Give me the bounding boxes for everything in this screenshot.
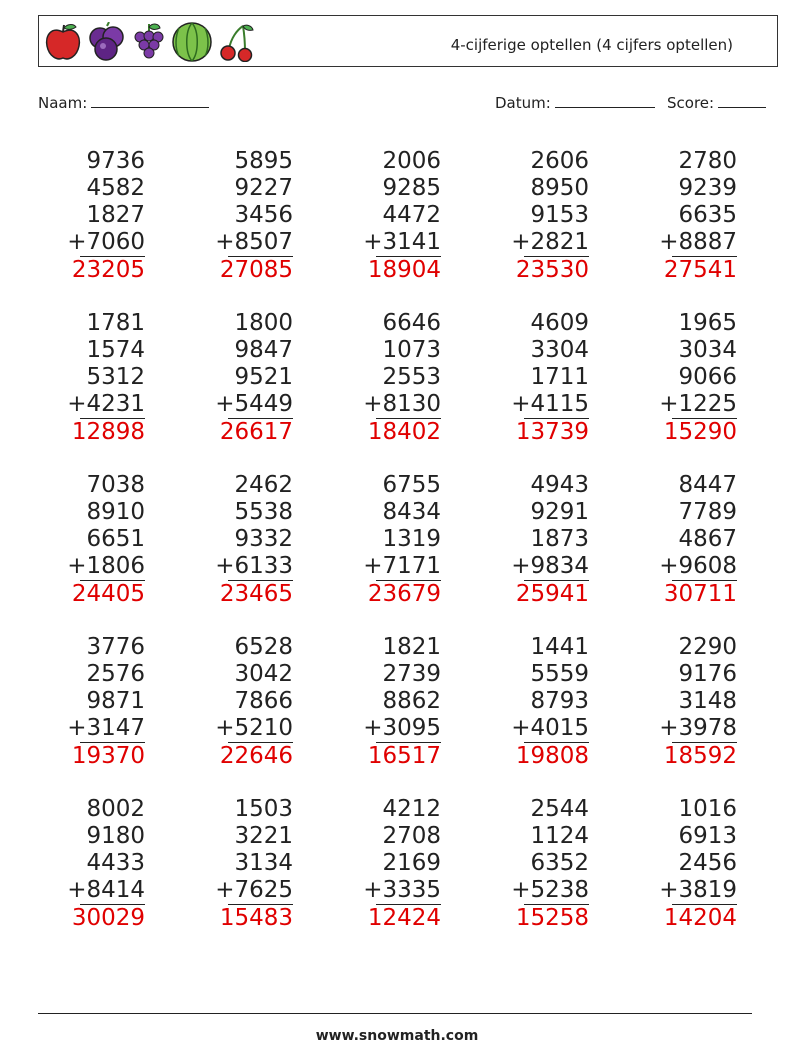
answer: 18592 [663, 743, 737, 769]
problem-9 [479, 310, 589, 446]
answer: 22646 [219, 743, 293, 769]
addend: 1827 [86, 202, 145, 228]
answer: 27541 [663, 257, 737, 283]
addend: 6646 [382, 310, 441, 336]
addend: +3978 [659, 715, 737, 741]
score-field [667, 93, 766, 112]
addend: 9239 [678, 175, 737, 201]
addend: 3456 [234, 202, 293, 228]
addend: +9834 [511, 553, 589, 579]
addend: 5559 [530, 661, 589, 687]
answer: 18904 [367, 257, 441, 283]
addend: 1441 [530, 634, 589, 660]
addend: 8793 [530, 688, 589, 714]
addend: +5449 [215, 391, 293, 417]
addend: 4472 [382, 202, 441, 228]
addend: 9176 [678, 661, 737, 687]
addend: +8507 [215, 229, 293, 255]
addend: 2169 [382, 850, 441, 876]
addend: 9736 [86, 148, 145, 174]
addend: 9521 [234, 364, 293, 390]
cherries-icon [217, 22, 257, 62]
addend: 4433 [86, 850, 145, 876]
problem-4 [479, 148, 589, 284]
problem-10 [627, 310, 737, 446]
addend: 1965 [678, 310, 737, 336]
addend: 7866 [234, 688, 293, 714]
addend: 1319 [382, 526, 441, 552]
answer: 12424 [367, 905, 441, 931]
addend: 9871 [86, 688, 145, 714]
addend: 2606 [530, 148, 589, 174]
problem-13 [331, 472, 441, 608]
answer: 15258 [515, 905, 589, 931]
addend: 2456 [678, 850, 737, 876]
addend: 9180 [86, 823, 145, 849]
addend: 1781 [86, 310, 145, 336]
problem-18 [331, 634, 441, 770]
problem-15 [627, 472, 737, 608]
answer: 24405 [71, 581, 145, 607]
addend: 4212 [382, 796, 441, 822]
addend: 6635 [678, 202, 737, 228]
addend: +3141 [363, 229, 441, 255]
addend: 3304 [530, 337, 589, 363]
problem-2 [183, 148, 293, 284]
problem-11 [35, 472, 145, 608]
apple-icon [43, 22, 83, 62]
addend: 8434 [382, 499, 441, 525]
addend: 8002 [86, 796, 145, 822]
problem-19 [479, 634, 589, 770]
addend: +3147 [67, 715, 145, 741]
addend: 3034 [678, 337, 737, 363]
answer: 30029 [71, 905, 145, 931]
problem-22 [183, 796, 293, 932]
addend: +7060 [67, 229, 145, 255]
addend: 9227 [234, 175, 293, 201]
addend: +7171 [363, 553, 441, 579]
addend: 2780 [678, 148, 737, 174]
addend: 9066 [678, 364, 737, 390]
addend: 4867 [678, 526, 737, 552]
problem-25 [627, 796, 737, 932]
addend: 3134 [234, 850, 293, 876]
addend: +3819 [659, 877, 737, 903]
problem-8 [331, 310, 441, 446]
problem-20 [627, 634, 737, 770]
footer-site: www.snowmath.com [315, 1028, 479, 1044]
addend: 3148 [678, 688, 737, 714]
name-blank [91, 93, 209, 108]
problem-16 [35, 634, 145, 770]
grapes-icon [131, 22, 167, 62]
addend: 1873 [530, 526, 589, 552]
addend: +1225 [659, 391, 737, 417]
date-blank [555, 93, 655, 108]
date-label: Datum: [495, 94, 551, 112]
answer: 27085 [219, 257, 293, 283]
answer: 23530 [515, 257, 589, 283]
addend: 5538 [234, 499, 293, 525]
problem-24 [479, 796, 589, 932]
addend: +4115 [511, 391, 589, 417]
answer: 30711 [663, 581, 737, 607]
addend: 1073 [382, 337, 441, 363]
addend: 1821 [382, 634, 441, 660]
footer-divider [38, 1013, 752, 1014]
answer: 26617 [219, 419, 293, 445]
addend: 5895 [234, 148, 293, 174]
answer: 15483 [219, 905, 293, 931]
addend: +5238 [511, 877, 589, 903]
addend: +3095 [363, 715, 441, 741]
addend: 1574 [86, 337, 145, 363]
answer: 23465 [219, 581, 293, 607]
problem-5 [627, 148, 737, 284]
watermelon-icon [171, 21, 213, 63]
worksheet-title: 4-cijferige optellen (4 cijfers optellen) [450, 36, 733, 54]
addend: +6133 [215, 553, 293, 579]
answer: 12898 [71, 419, 145, 445]
addend: 6651 [86, 526, 145, 552]
addend: 3042 [234, 661, 293, 687]
answer: 25941 [515, 581, 589, 607]
answer: 19808 [515, 743, 589, 769]
addend: 1124 [530, 823, 589, 849]
addend: 6755 [382, 472, 441, 498]
answer: 23679 [367, 581, 441, 607]
name-label: Naam: [38, 94, 88, 112]
problem-21 [35, 796, 145, 932]
answer: 16517 [367, 743, 441, 769]
answer: 23205 [71, 257, 145, 283]
addend: 1711 [530, 364, 589, 390]
answer: 18402 [367, 419, 441, 445]
addend: +9608 [659, 553, 737, 579]
addend: 2576 [86, 661, 145, 687]
addend: 8862 [382, 688, 441, 714]
addend: 2739 [382, 661, 441, 687]
problem-23 [331, 796, 441, 932]
addend: +3335 [363, 877, 441, 903]
addend: 4943 [530, 472, 589, 498]
fruit-icons [43, 20, 257, 64]
addend: 3221 [234, 823, 293, 849]
addend: 2553 [382, 364, 441, 390]
addend: 1016 [678, 796, 737, 822]
answer: 14204 [663, 905, 737, 931]
problem-17 [183, 634, 293, 770]
addend: 8447 [678, 472, 737, 498]
addend: 7789 [678, 499, 737, 525]
score-label: Score: [667, 94, 715, 112]
problem-14 [479, 472, 589, 608]
addend: 9847 [234, 337, 293, 363]
addend: +8887 [659, 229, 737, 255]
answer: 15290 [663, 419, 737, 445]
problem-7 [183, 310, 293, 446]
answer: 13739 [515, 419, 589, 445]
addend: 9332 [234, 526, 293, 552]
addend: 4609 [530, 310, 589, 336]
addend: 2708 [382, 823, 441, 849]
addend: +4231 [67, 391, 145, 417]
addend: 5312 [86, 364, 145, 390]
addend: +4015 [511, 715, 589, 741]
addend: 2544 [530, 796, 589, 822]
header-box [38, 15, 778, 67]
addend: 3776 [86, 634, 145, 660]
addend: 9153 [530, 202, 589, 228]
addend: 8910 [86, 499, 145, 525]
plums-icon [87, 22, 127, 62]
problem-12 [183, 472, 293, 608]
addend: 2006 [382, 148, 441, 174]
addend: +1806 [67, 553, 145, 579]
addend: 1503 [234, 796, 293, 822]
addend: +8414 [67, 877, 145, 903]
addend: +8130 [363, 391, 441, 417]
name-field [38, 93, 209, 112]
addend: 6528 [234, 634, 293, 660]
addend: 9291 [530, 499, 589, 525]
addend: +2821 [511, 229, 589, 255]
addend: 7038 [86, 472, 145, 498]
addend: +7625 [215, 877, 293, 903]
addend: 8950 [530, 175, 589, 201]
score-blank [718, 93, 766, 108]
addend: 9285 [382, 175, 441, 201]
addend: 6913 [678, 823, 737, 849]
problem-1 [35, 148, 145, 284]
addend: +5210 [215, 715, 293, 741]
addend: 2290 [678, 634, 737, 660]
addend: 1800 [234, 310, 293, 336]
problem-3 [331, 148, 441, 284]
problem-6 [35, 310, 145, 446]
answer: 19370 [71, 743, 145, 769]
date-field [495, 93, 655, 112]
addend: 6352 [530, 850, 589, 876]
addend: 2462 [234, 472, 293, 498]
addend: 4582 [86, 175, 145, 201]
